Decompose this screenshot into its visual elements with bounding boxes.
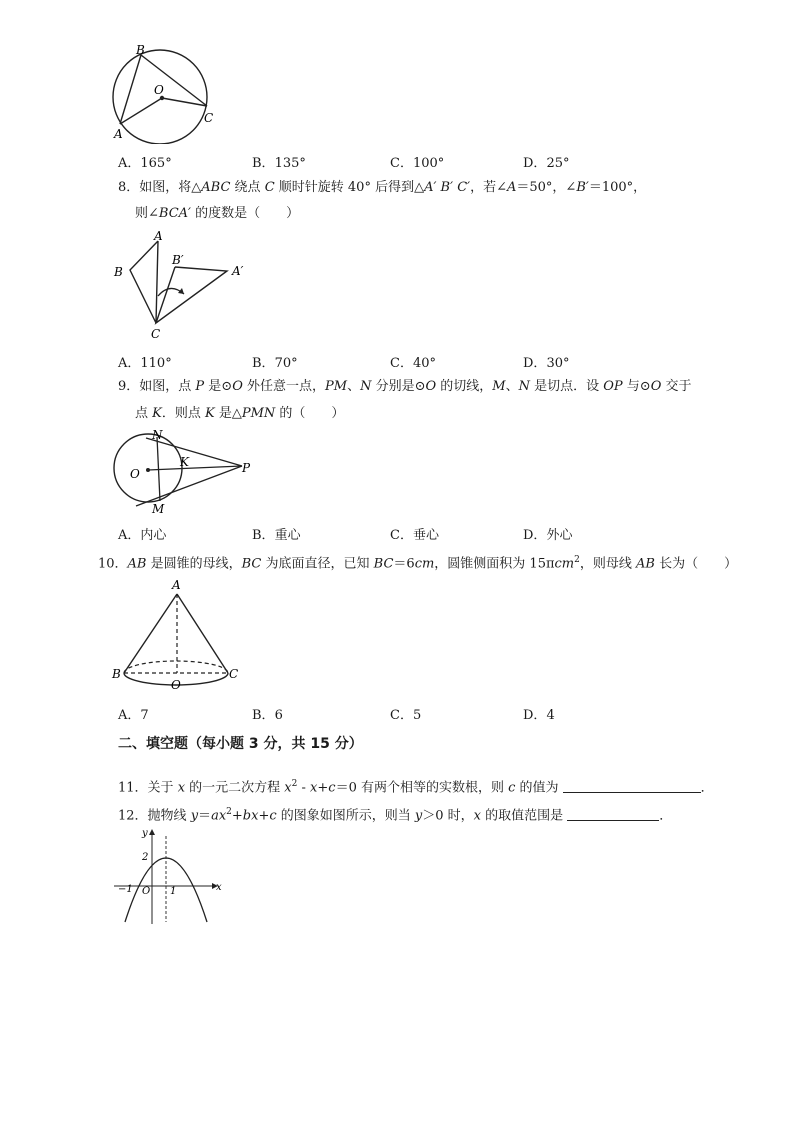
segment-oc	[162, 98, 207, 106]
q10-choice-d[interactable]	[523, 704, 555, 723]
q10-choices	[118, 704, 678, 724]
segment-op	[148, 466, 242, 470]
q8-choices	[118, 352, 678, 372]
choice-letter: D．	[523, 708, 547, 723]
label-a: A	[114, 127, 123, 141]
choice-value: 40°	[412, 356, 436, 371]
label-c: C	[204, 111, 214, 125]
label-p: P	[242, 461, 251, 475]
q10-text-line1: 10．AB 是圆锥的母线，BC 为底面直径，已知 BC＝6cm，圆锥侧面积为 15πcm$^2$，则母线 AB 长为（ ）	[98, 555, 738, 572]
label-bp: B′	[172, 253, 184, 267]
choice-value: 5	[412, 708, 422, 723]
choice-value: 100°	[412, 156, 445, 171]
label-b: B	[114, 265, 123, 279]
choice-value: 135°	[274, 156, 306, 171]
choice-value: 25°	[546, 156, 570, 171]
label-n: N	[152, 428, 163, 442]
q8-choice-a[interactable]	[118, 352, 172, 371]
section-title-fill-in: 二、填空题（每小题 3 分，共 15 分）	[118, 736, 363, 752]
triangle-apbpc	[156, 267, 227, 323]
choice-letter: A．	[118, 708, 141, 723]
choice-value: 110°	[140, 356, 172, 371]
q8-text-line2: 则∠BCA′ 的度数是（ ）	[135, 206, 300, 221]
q7-circle-figure	[108, 42, 218, 144]
choice-letter: B．	[252, 156, 275, 171]
choice-letter: C．	[390, 356, 413, 371]
choice-value: 165°	[140, 156, 172, 171]
label-x: x	[216, 882, 222, 893]
triangle-abc	[130, 241, 158, 323]
center-dot	[146, 468, 150, 472]
choice-letter: A．	[118, 528, 141, 543]
choice-letter: D．	[523, 356, 547, 371]
label-o: O	[154, 83, 164, 97]
choice-letter: C．	[390, 708, 413, 723]
q11-answer-blank[interactable]	[563, 778, 701, 793]
circle-o	[113, 50, 207, 144]
choice-value: 重心	[274, 528, 301, 543]
q9-choice-d[interactable]	[523, 524, 572, 543]
generatrix-ab	[124, 594, 177, 673]
tangent-pn	[146, 438, 242, 466]
choice-letter: C．	[390, 528, 413, 543]
choice-letter: B．	[252, 708, 275, 723]
q9-text-line2: 点 K．则点 K 是△PMN 的（ ）	[135, 406, 345, 421]
q9-choices	[118, 524, 678, 544]
label-a: A	[154, 230, 163, 243]
choice-value: 内心	[140, 528, 167, 543]
q9-text-line1: 9．如图，点 P 是⊙O 外任意一点，PM、N 分别是⊙O 的切线，M、N 是切点．设 OP 与⊙O 交于	[118, 379, 692, 394]
q7-choice-d[interactable]	[523, 152, 569, 171]
q8-choice-b[interactable]	[252, 352, 298, 371]
segment-bc	[141, 55, 207, 106]
choice-value: 30°	[546, 356, 570, 371]
label-neg1: −1	[118, 884, 133, 895]
q8-choice-c[interactable]	[390, 352, 436, 371]
y-axis-arrow	[149, 829, 155, 835]
q9-choice-a[interactable]	[118, 524, 166, 543]
label-two: 2	[142, 852, 149, 863]
q10-cone-figure	[108, 574, 248, 692]
tangent-pm	[136, 466, 242, 506]
label-ap: A′	[232, 264, 244, 278]
q7-choices	[118, 152, 678, 172]
q12-answer-blank[interactable]	[567, 806, 659, 821]
q11-text: 11．关于 x 的一元二次方程 $x^2 - x+c=0$ 有两个相等的实数根，则 c 的值为 ．	[118, 779, 714, 796]
label-b: B	[136, 43, 145, 57]
q10-choice-a[interactable]	[118, 704, 149, 723]
q8-text-line1: 8．如图，将△ABC 绕点 C 顺时针旋转 40° 后得到△A′ B′ C′，若∠A＝50°，∠B′＝100°，	[118, 180, 647, 195]
base-back-arc	[124, 661, 228, 673]
label-b: B	[112, 667, 121, 681]
label-m: M	[152, 502, 165, 516]
choice-value: 70°	[274, 356, 298, 371]
q10-choice-c[interactable]	[390, 704, 421, 723]
choice-letter: B．	[252, 356, 275, 371]
label-y: y	[142, 828, 148, 839]
label-c: C	[151, 327, 161, 341]
q10-choice-b[interactable]	[252, 704, 283, 723]
choice-letter: D．	[523, 156, 547, 171]
label-one: 1	[170, 886, 177, 897]
q9-choice-b[interactable]	[252, 524, 301, 543]
choice-letter: C．	[390, 156, 413, 171]
label-c: C	[229, 667, 239, 681]
q8-choice-d[interactable]	[523, 352, 569, 371]
q12-text: 12．抛物线 $y=ax^2+bx+c$ 的图象如图所示，则当 y＞0 时，x 的取值范围是 ．	[118, 807, 673, 824]
q9-choice-c[interactable]	[390, 524, 439, 543]
choice-letter: D．	[523, 528, 547, 543]
choice-letter: B．	[252, 528, 275, 543]
choice-letter: A．	[118, 156, 141, 171]
label-o: O	[130, 467, 140, 481]
q7-choice-b[interactable]	[252, 152, 306, 171]
label-a: A	[172, 578, 181, 592]
label-o: O	[142, 886, 151, 897]
choice-letter: A．	[118, 356, 141, 371]
q7-choice-c[interactable]	[390, 152, 444, 171]
choice-value: 4	[546, 708, 555, 723]
choice-value: 7	[140, 708, 149, 723]
label-o: O	[171, 678, 181, 692]
q8-rotation-figure	[108, 230, 258, 345]
choice-value: 外心	[546, 528, 573, 543]
label-k: K	[180, 455, 189, 469]
q12-parabola-graph	[108, 826, 228, 926]
q9-tangent-figure	[108, 428, 258, 516]
q7-choice-a[interactable]	[118, 152, 172, 171]
choice-value: 6	[274, 708, 283, 723]
choice-value: 垂心	[412, 528, 439, 543]
